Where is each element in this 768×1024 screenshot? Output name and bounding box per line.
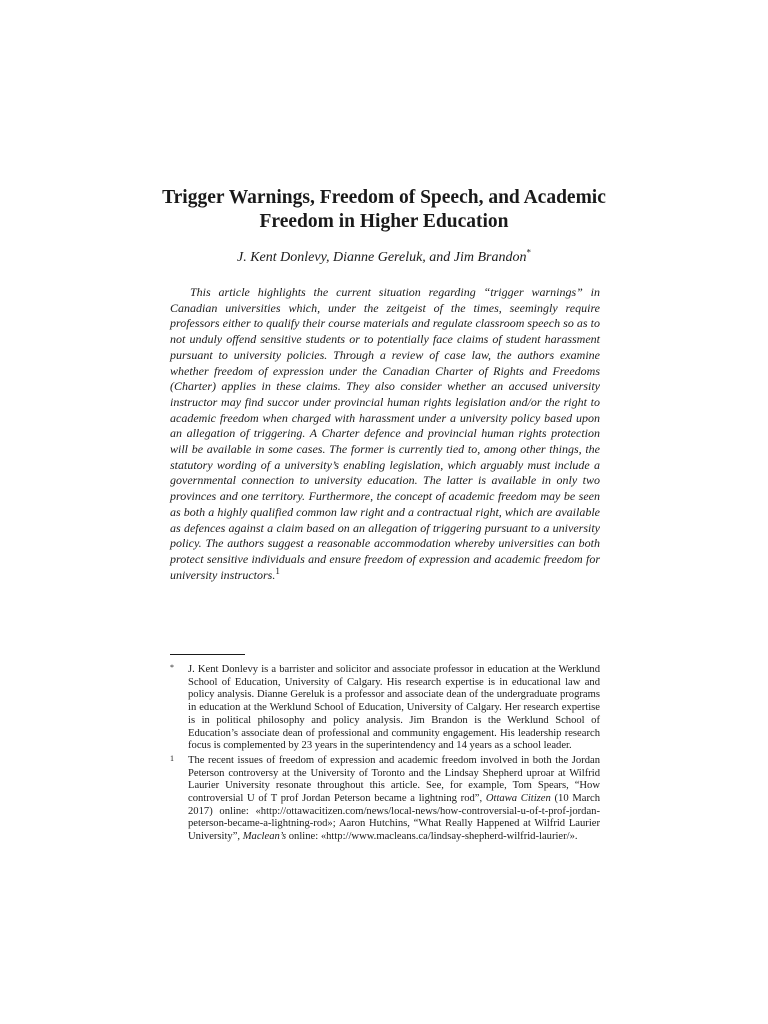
article-title-line-2: Freedom in Higher Education <box>259 211 509 232</box>
author-line <box>150 249 618 267</box>
footnote-text: online: «http://www.macleans.ca/lindsay-shepherd-wilfrid-laurier/». <box>286 831 578 843</box>
author-names: J. Kent Donlevy, Dianne Gereluk, and Jim Brandon <box>236 250 527 265</box>
footnote-mark: * <box>170 663 174 672</box>
footnote-text: The recent issues of freedom of expression and academic freedom involved in both the Jordan Peterson controversy at the University of Toronto and the Lindsay Shepherd uproar at Wilfrid Laurier University resonate throughout this article. See, for example, Tom Spears, “How controversial U of T prof Jordan Peterson became a lightning rod”, <box>188 754 600 805</box>
article-title-line-1: Trigger Warnings, Freedom of Speech, and Academic <box>162 187 606 208</box>
footnotes <box>170 664 600 846</box>
article-title <box>150 186 618 234</box>
publication-name: Maclean’s <box>242 831 287 843</box>
footnote-references <box>170 755 600 844</box>
footnote-mark: 1 <box>170 753 174 763</box>
abstract-text: This article highlights the current situation regarding “trigger warnings” in Canadian universities which, under the zeitgeist of the times, seemingly require professors either to qualify their course materials and regulate classroom speech so as to not unduly offend sensitive students or to potentially face claims of student harassment pursuant to university policies. Through a review of case law, the authors examine whether freedom of expression under the Canadian Charter of Rights and Freedoms (Charter) applies in these claims. They also consider whether an accused university instructor may find succor under provincial human rights legislation and/or the right to academic freedom when charged with harassment under a university policy based upon an allegation of triggering. A Charter defence and provincial human rights protection will be available in some cases. The former is currently tied to, among other things, the statutory wording of a university’s enabling legislation, which arguably must include a governmental connection to university education. The latter is available in only two provinces and one territory. Furthermore, the concept of academic freedom may be seen as both a highly qualified common law right and a contractual right, which are available as defences against a claim based on an allegation of triggering pursuant to a university policy. The authors suggest a reasonable accommodation whereby universities can both protect sensitive individuals and ensure freedom of expression and academic freedom for university instructors. <box>170 285 600 582</box>
footnote-divider <box>170 654 245 655</box>
footnote-text: (10 March 2017) online: «http://ottawacitizen.com/news/local-news/how-controversial-u-of-t-prof-jordan-peterson-became-a-lightning-rod»; Aaron Hutchins, “What Really Happened at Wilfrid Laurier University”, <box>188 793 600 843</box>
publication-name: Ottawa Citizen <box>485 793 551 805</box>
author-footnote-mark: * <box>526 247 532 258</box>
footnote-text: J. Kent Donlevy is a barrister and solicitor and associate professor in education at the Werklund School of Education, University of Calgary. His research expertise is in educational law and policy analysis. Dianne Gereluk is a professor and associate dean of the undergraduate programs in education at the Werklund School of Education, University of Calgary. Her research expertise is in political philosophy and policy analysis. Jim Brandon is the Werklund School of Education’s associate dean of professional and community engagement. His leadership research focus is complemented by 23 years in the superintendency and 14 years as a school leader. <box>188 664 600 752</box>
abstract <box>170 285 600 583</box>
footnote-author-bio <box>170 664 600 753</box>
abstract-footnote-mark: 1 <box>275 565 280 576</box>
